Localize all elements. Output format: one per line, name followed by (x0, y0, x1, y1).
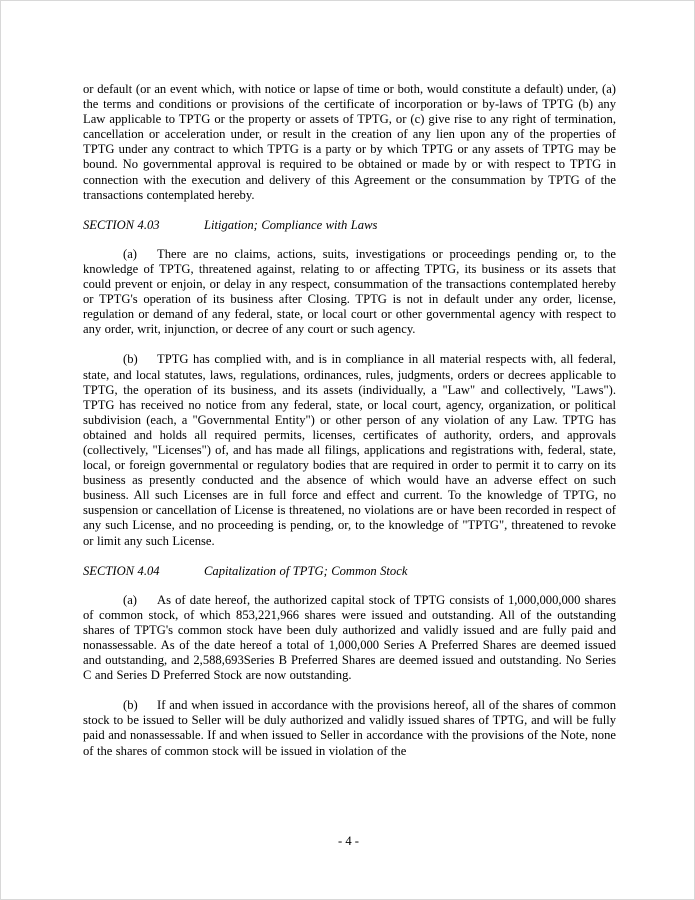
section-4-03-paragraph-a (83, 247, 616, 338)
paragraph-text: There are no claims, actions, suits, investigations or proceedings pending or, to the knowledge of TPTG, threatened against, relating to or affecting TPTG, its business or its assets that could prevent or enjoin, or delay in any respect, consummation of the transactions contemplated hereby or TPTG's operation of its business after Closing. TPTG is not in default under any order, license, regulation or demand of any federal, state, or local court or other governmental agency with respect to any order, writ, injunction, or decree of any court or such agency. (83, 246, 616, 337)
section-number: SECTION 4.04 (83, 563, 160, 578)
section-4-04-heading (83, 564, 616, 579)
paragraph-text: As of date hereof, the authorized capital stock of TPTG consists of 1,000,000,000 shares of common stock, of which 853,221,966 shares were issued and outstanding. All of the outstanding shares of TPTG's common stock have been duly authorized and validly issued and are fully paid and nonassessable. As of the date hereof a total of 1,000,000 Series A Preferred Shares are deemed issued and outstanding, and 2,588,693Series B Preferred Shares are deemed issued and outstanding. No Series C and Series D Preferred Stock are now outstanding. (83, 592, 616, 683)
section-4-03-paragraph-b (83, 352, 616, 548)
section-title: Capitalization of TPTG; Common Stock (204, 563, 408, 578)
section-4-04-paragraph-b (83, 698, 616, 758)
section-4-03-heading (83, 218, 616, 233)
page-body (83, 82, 616, 759)
section-number: SECTION 4.03 (83, 217, 160, 232)
paragraph-marker: (a) (123, 592, 137, 607)
paragraph-text: If and when issued in accordance with the provisions hereof, all of the shares of common stock to be issued to Seller will be duly authorized and validly issued shares of TPTG, and will be fully paid and nonassessable. If and when issued to Seller in accordance with the provisions of the Note, none of the shares of common stock will be issued in violation of the (83, 698, 616, 758)
paragraph-text: TPTG has complied with, and is in compliance in all material respects with, all federal, state, and local statutes, laws, regulations, ordinances, rules, judgments, orders or decrees applicable to TPTG, the operation of its business, and its assets (individually, a "Law" and collectively, "Laws"). TPTG has received no notice from any federal, state, or local court, agency, organization, or political subdivision (each, a "Governmental Entity") or other person of any violation of any Law. TPTG has obtained and holds all required permits, licenses, certificates of authority, orders, and approvals (collectively, "Licenses") of, and has made all filings, applications and registrations with, federal, state, local, or foreign governmental or regulatory bodies that are required in order to permit it to carry on its business as presently conducted and the absence of which would have an adverse effect on such business. All such Licenses are in full force and effect and current. To the knowledge of TPTG, no suspension or cancellation of License is threatened, no violations are or have been recorded in respect of any such License, and no proceeding is pending, or, to the knowledge of "TPTG", threatened to revoke or limit any such License. (83, 352, 616, 548)
section-4-04-paragraph-a (83, 593, 616, 684)
paragraph-marker: (b) (123, 698, 138, 713)
paragraph-marker: (b) (123, 352, 138, 367)
page-number: - 4 - (338, 834, 359, 848)
intro-paragraph: or default (or an event which, with notice or lapse of time or both, would constitute a default) under, (a) the terms and conditions or provisions of the certificate of incorporation or by-laws of TPTG (b) any Law applicable to TPTG or the property or assets of TPTG, or (c) give rise to any right of termination, cancellation or acceleration under, or result in the creation of any lien upon any of the properties of TPTG under any contract to which TPTG is a party or by which TPTG or any assets of TPTG may be bound. No governmental approval is required to be obtained or made by or with respect to TPTG in connection with the execution and delivery of this Agreement or the consummation by TPTG of the transactions contemplated hereby. (83, 82, 616, 202)
paragraph-marker: (a) (123, 246, 137, 261)
section-title: Litigation; Compliance with Laws (204, 217, 378, 232)
